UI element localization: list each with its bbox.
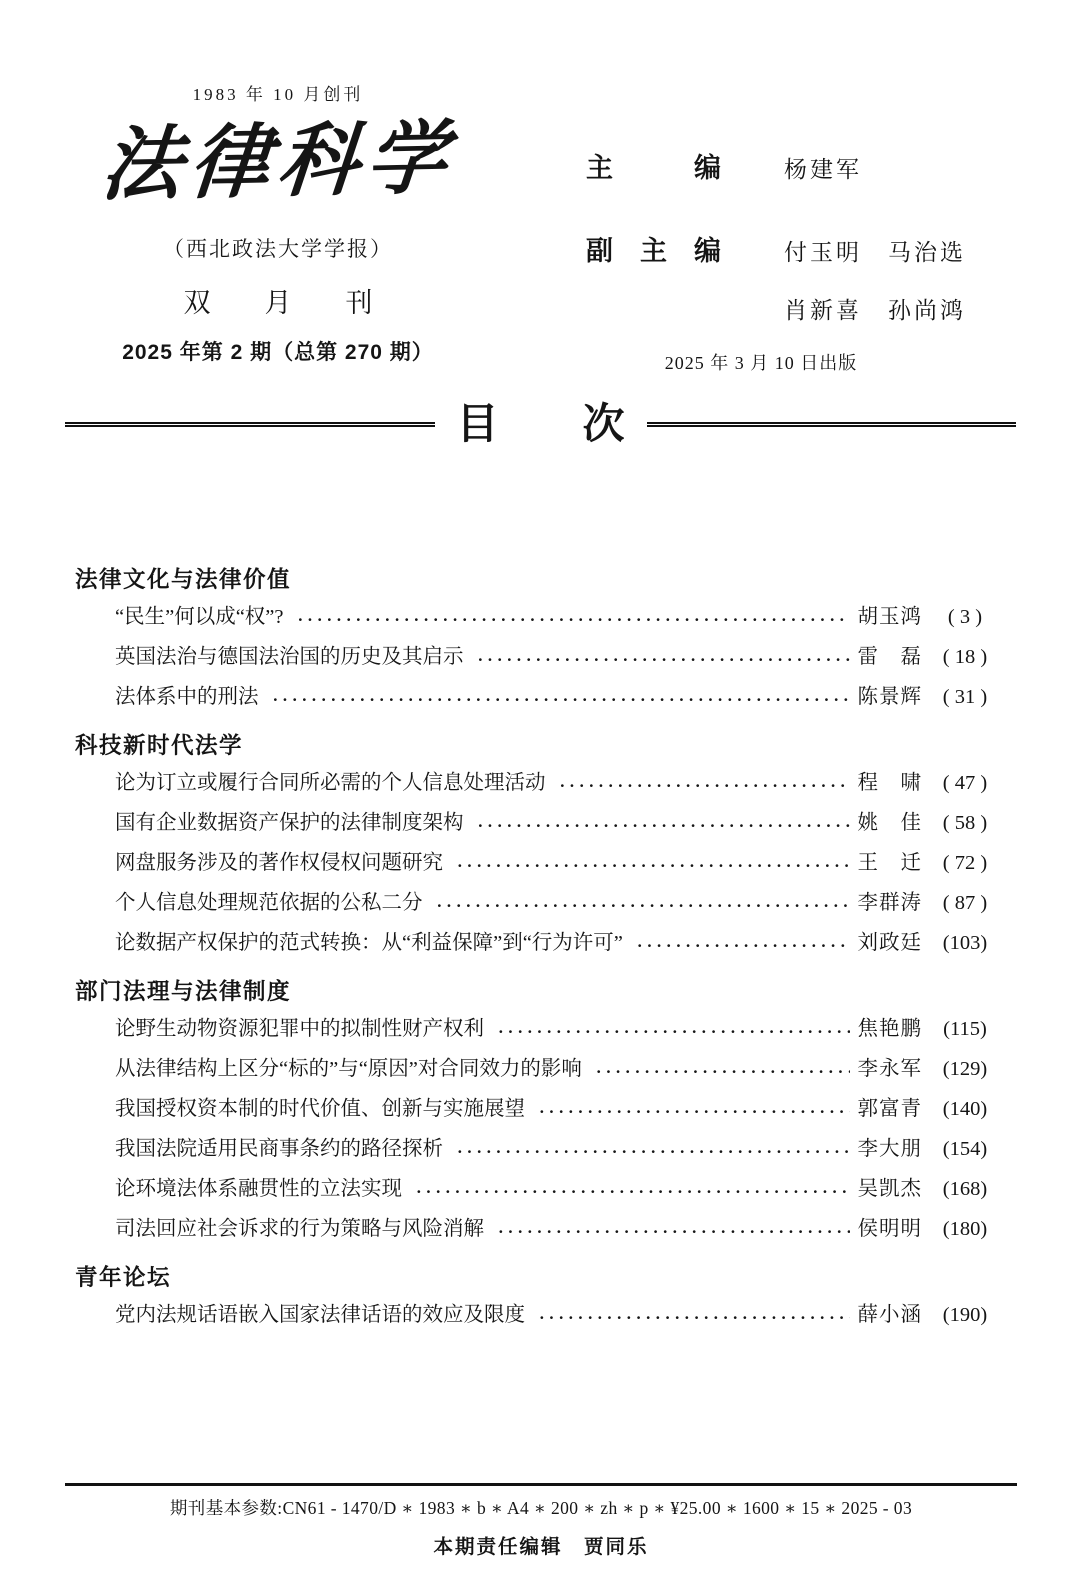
article-title: 论为订立或履行合同所必需的个人信息处理活动 <box>115 772 546 794</box>
article-author: 李永军 <box>857 1058 922 1080</box>
dot-leader <box>539 1101 850 1122</box>
toc-section-youth-forum <box>75 1255 1000 1337</box>
article-title: 论野生动物资源犯罪中的拟制性财产权利 <box>115 1018 484 1040</box>
dot-leader <box>560 775 850 796</box>
article-author: 焦艳鹏 <box>857 1018 922 1040</box>
toc-entry <box>75 1131 1000 1171</box>
dot-leader <box>498 1221 850 1242</box>
article-page: ( 47 ) <box>942 772 988 794</box>
dot-leader <box>478 649 850 670</box>
dot-leader <box>596 1061 850 1082</box>
chief-editor-name: 杨建军 <box>784 157 862 182</box>
toc-entry <box>75 1051 1000 1091</box>
article-title: 我国授权资本制的时代价值、创新与实施展望 <box>115 1098 525 1120</box>
article-page: ( 58 ) <box>942 812 988 834</box>
article-author: 侯明明 <box>857 1218 922 1240</box>
double-rule-right <box>647 422 1017 427</box>
article-page: ( 72 ) <box>942 852 988 874</box>
toc-entry <box>75 925 1000 965</box>
toc-title: 目 次 <box>456 400 625 447</box>
article-page: (129) <box>942 1058 988 1080</box>
chief-editor-row <box>586 146 1016 185</box>
article-title: 党内法规话语嵌入国家法律话语的效应及限度 <box>115 1304 525 1326</box>
journal-parameters: 期刊基本参数:CN61 - 1470/D ∗ 1983 ∗ b ∗ A4 ∗ 200 ∗ zh ∗ p ∗ ¥25.00 ∗ 1600 ∗ 15 ∗ 2025 - 03 <box>169 1498 913 1518</box>
article-author: 郭富青 <box>857 1098 922 1120</box>
deputy-editor-row-continued <box>586 292 1016 325</box>
article-page: (103) <box>942 932 988 954</box>
article-author: 吴凯杰 <box>857 1178 922 1200</box>
article-title: 从法律结构上区分“标的”与“原因”对合同效力的影响 <box>115 1058 582 1080</box>
toc-title-band <box>65 400 1016 447</box>
article-title: 网盘服务涉及的著作权侵权问题研究 <box>115 852 443 874</box>
masthead-left <box>86 80 470 375</box>
deputy-editor-label: 副 主 编 <box>586 236 721 266</box>
toc-entry <box>75 1211 1000 1251</box>
article-page: ( 18 ) <box>942 646 988 668</box>
dot-leader <box>478 815 850 836</box>
publication-frequency: 双 月 刊 <box>183 288 373 318</box>
article-author: 王 迁 <box>857 852 922 874</box>
toc-section-legal-culture <box>75 557 1000 719</box>
article-page: (180) <box>942 1218 988 1240</box>
issue-info: 2025 年第 2 期（总第 270 期） <box>122 341 434 364</box>
journal-subtitle: （西北政法大学学报） <box>163 237 393 261</box>
article-title: 个人信息处理规范依据的公私二分 <box>115 892 423 914</box>
toc-list <box>75 557 1000 1337</box>
footer-rule <box>65 1483 1017 1486</box>
article-author: 陈景辉 <box>857 686 922 708</box>
article-title: 司法回应社会诉求的行为策略与风险消解 <box>115 1218 484 1240</box>
article-title: 法体系中的刑法 <box>115 686 259 708</box>
article-title: 我国法院适用民商事条约的路径探析 <box>115 1138 443 1160</box>
article-author: 程 啸 <box>857 772 922 794</box>
toc-entry <box>75 845 1000 885</box>
toc-entry <box>75 639 1000 679</box>
dot-leader <box>437 895 850 916</box>
dot-leader <box>539 1307 850 1328</box>
article-author: 薛小涵 <box>857 1304 922 1326</box>
masthead <box>0 0 1080 375</box>
section-heading: 青年论坛 <box>75 1265 172 1290</box>
toc-section-departmental-law <box>75 969 1000 1251</box>
toc-entry <box>75 679 1000 719</box>
article-title: “民生”何以成“权”? <box>115 606 284 628</box>
chief-editor-label: 主 编 <box>586 153 721 183</box>
page-footer <box>65 1483 1017 1559</box>
article-author: 姚 佳 <box>857 812 922 834</box>
section-heading: 科技新时代法学 <box>75 733 244 758</box>
article-title: 国有企业数据资产保护的法律制度架构 <box>115 812 464 834</box>
article-title: 论环境法体系融贯性的立法实现 <box>115 1178 402 1200</box>
article-author: 雷 磊 <box>857 646 922 668</box>
article-page: ( 87 ) <box>942 892 988 914</box>
article-page: (154) <box>942 1138 988 1160</box>
double-rule-left <box>65 422 435 427</box>
article-page: ( 31 ) <box>942 686 988 708</box>
deputy-editor-row <box>586 229 1016 268</box>
dot-leader <box>273 689 850 710</box>
toc-entry <box>75 1091 1000 1131</box>
deputy-editor-names-line2: 肖新喜 孙尚鸿 <box>784 298 966 323</box>
article-author: 胡玉鸿 <box>857 606 922 628</box>
dot-leader <box>457 855 850 876</box>
toc-entry <box>75 885 1000 925</box>
dot-leader <box>416 1181 850 1202</box>
article-page: (140) <box>942 1098 988 1120</box>
toc-entry <box>75 1011 1000 1051</box>
deputy-editor-names-line1: 付玉明 马治选 <box>784 240 966 265</box>
masthead-right <box>586 80 1016 375</box>
responsible-editor: 本期责任编辑 贾同乐 <box>433 1536 649 1558</box>
section-heading: 法律文化与法律价值 <box>75 567 292 592</box>
dot-leader <box>498 1021 850 1042</box>
journal-logo: 法律科学 <box>97 115 459 211</box>
toc-entry <box>75 805 1000 845</box>
article-title: 英国法治与德国法治国的历史及其启示 <box>115 646 464 668</box>
toc-entry <box>75 599 1000 639</box>
toc-entry <box>75 765 1000 805</box>
dot-leader <box>298 609 850 630</box>
founding-date: 1983 年 10 月创刊 <box>192 85 364 104</box>
article-title: 论数据产权保护的范式转换：从“利益保障”到“行为许可” <box>115 932 623 954</box>
dot-leader <box>637 935 850 956</box>
toc-entry <box>75 1297 1000 1337</box>
article-author: 刘政廷 <box>857 932 922 954</box>
dot-leader <box>457 1141 850 1162</box>
article-page: ( 3 ) <box>947 606 983 628</box>
toc-entry <box>75 1171 1000 1211</box>
section-heading: 部门法理与法律制度 <box>75 979 292 1004</box>
toc-section-tech-era-law <box>75 723 1000 965</box>
article-page: (190) <box>942 1304 988 1326</box>
article-author: 李群涛 <box>857 892 922 914</box>
publish-date: 2025 年 3 月 10 日出版 <box>664 353 858 373</box>
article-page: (115) <box>943 1018 987 1040</box>
article-page: (168) <box>942 1178 988 1200</box>
article-author: 李大朋 <box>857 1138 922 1160</box>
